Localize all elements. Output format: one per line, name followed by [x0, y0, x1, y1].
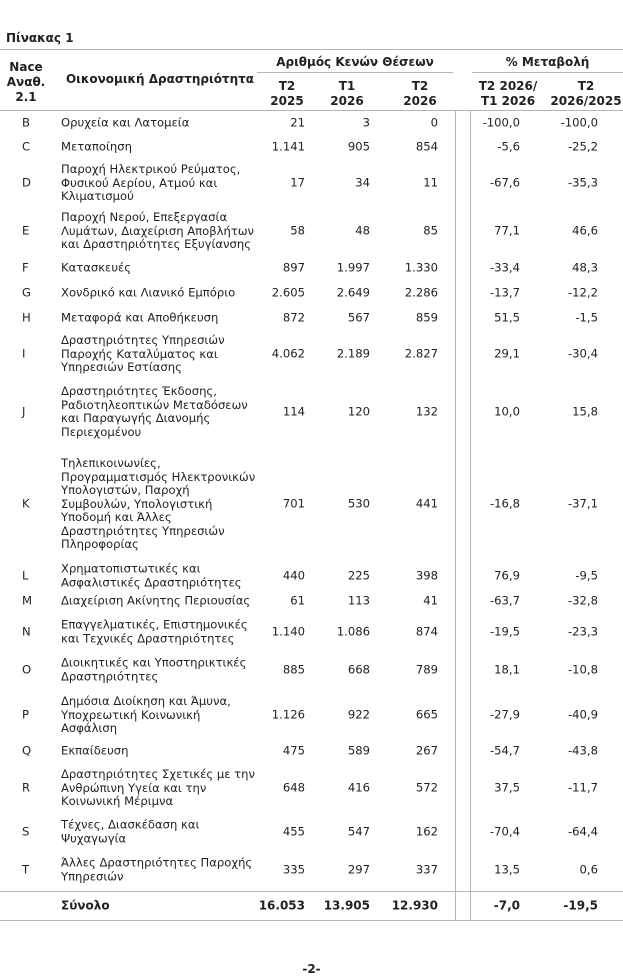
value-t2-2026: 859: [415, 310, 438, 325]
value-t2-2026: 85: [423, 223, 438, 238]
activity-name: Διοικητικές και Υποστηρικτικές Δραστηριότητες: [61, 655, 247, 683]
total-row: [0, 894, 623, 918]
value-t2-2026: 1.330: [404, 260, 438, 275]
header-col-t2-2025: Τ2 2025: [270, 79, 304, 108]
total-label: Σύνολο: [61, 898, 110, 913]
nace-code: P: [22, 707, 29, 722]
change-quarter: -27,9: [490, 707, 520, 722]
total-bottom-line: [0, 920, 623, 921]
change-quarter: 18,1: [494, 662, 520, 677]
value-t2-2026: 2.827: [404, 346, 438, 361]
total-change-year: -19,5: [563, 898, 598, 913]
header-col-t1-2026: Τ1 2026: [330, 79, 364, 108]
value-t2-2026: 665: [415, 707, 438, 722]
nace-code: D: [22, 175, 31, 190]
value-t2-2026: 162: [415, 824, 438, 839]
activity-name: Δραστηριότητες Υπηρεσιών Παροχής Καταλύματος και Υπηρεσιών Εστίασης: [61, 332, 225, 374]
value-t2-2026: 132: [415, 404, 438, 419]
change-year: 15,8: [572, 404, 598, 419]
table-row: [0, 560, 623, 592]
value-t1-2026: 922: [347, 707, 370, 722]
value-t1-2026: 416: [347, 780, 370, 795]
table-row: [0, 455, 623, 553]
value-t2-2025: 1.140: [271, 624, 305, 639]
value-t2-2026: 41: [423, 593, 438, 608]
table-row: [0, 138, 623, 156]
change-year: 48,3: [572, 260, 598, 275]
nace-code: G: [22, 285, 31, 300]
page-number: -2-: [302, 962, 321, 976]
change-year: -30,4: [568, 346, 598, 361]
change-year: -11,7: [568, 780, 598, 795]
change-year: -43,8: [568, 743, 598, 758]
value-t2-2025: 114: [282, 404, 305, 419]
activity-name: Τηλεπικοινωνίες, Προγραμματισμός Ηλεκτρονικών Υπολογιστών, Παροχή Συμβουλών, Υπολογιστική Υποδομή και Άλλες Δραστηριότητες Υπηρεσιών Πληροφορίας: [61, 455, 256, 551]
change-quarter: -19,5: [490, 624, 520, 639]
value-t2-2025: 17: [290, 175, 305, 190]
table-row: [0, 616, 623, 648]
activity-name: Επαγγελματικές, Επιστημονικές και Τεχνικές Δραστηριότητες: [61, 617, 248, 645]
change-quarter: 13,5: [494, 862, 520, 877]
activity-name: Άλλες Δραστηριότητες Παροχής Υπηρεσιών: [61, 855, 253, 883]
header-nace: Nace Αναθ. 2.1: [6, 60, 46, 104]
change-year: -35,3: [568, 175, 598, 190]
value-t2-2025: 440: [282, 568, 305, 583]
value-t2-2025: 885: [282, 662, 305, 677]
value-t1-2026: 668: [347, 662, 370, 677]
table-row: [0, 692, 623, 738]
value-t2-2025: 1.141: [271, 139, 305, 154]
change-year: -37,1: [568, 496, 598, 511]
value-t2-2025: 2.605: [271, 285, 305, 300]
value-t2-2025: 21: [290, 115, 305, 130]
nace-code: C: [22, 139, 31, 154]
nace-code: L: [22, 568, 29, 583]
header-top-line: [0, 49, 623, 50]
change-year: -64,4: [568, 824, 598, 839]
table-row: [0, 382, 623, 442]
nace-code: M: [22, 593, 33, 608]
value-t1-2026: 905: [347, 139, 370, 154]
nace-code: F: [22, 260, 29, 275]
change-year: -10,8: [568, 662, 598, 677]
value-t2-2025: 455: [282, 824, 305, 839]
activity-name: Ορυχεία και Λατομεία: [61, 115, 190, 130]
value-t2-2025: 1.126: [271, 707, 305, 722]
change-quarter: -70,4: [490, 824, 520, 839]
nace-code: H: [22, 310, 31, 325]
value-t2-2026: 789: [415, 662, 438, 677]
table-title: Πίνακας 1: [6, 31, 74, 45]
value-t1-2026: 2.189: [336, 346, 370, 361]
change-quarter: -67,6: [490, 175, 520, 190]
value-t1-2026: 297: [347, 862, 370, 877]
table-row: [0, 208, 623, 254]
value-t1-2026: 1.086: [336, 624, 370, 639]
activity-name: Δραστηριότητες Έκδοσης, Ραδιοτηλεοπτικών Μεταδόσεων και Παραγωγής Διανομής Περιεχομένου: [61, 384, 248, 439]
change-quarter: -5,6: [497, 139, 520, 154]
value-t2-2025: 475: [282, 743, 305, 758]
table-row: [0, 309, 623, 327]
table-row: [0, 854, 623, 886]
activity-name: Διαχείριση Ακίνητης Περιουσίας: [61, 593, 251, 608]
value-t1-2026: 1.997: [336, 260, 370, 275]
table-row: [0, 161, 623, 205]
table-row: [0, 654, 623, 686]
header-group-underline-vacancies: [257, 72, 453, 73]
nace-code: O: [22, 662, 32, 677]
change-year: -9,5: [575, 568, 598, 583]
value-t2-2025: 61: [290, 593, 305, 608]
header-bottom-line: [0, 110, 623, 111]
value-t1-2026: 589: [347, 743, 370, 758]
change-year: -100,0: [560, 115, 598, 130]
change-quarter: -33,4: [490, 260, 520, 275]
change-quarter: 77,1: [494, 223, 520, 238]
change-quarter: 37,5: [494, 780, 520, 795]
value-t1-2026: 225: [347, 568, 370, 583]
total-t2-2025: 16.053: [258, 898, 305, 913]
activity-name: Χρηματοπιστωτικές και Ασφαλιστικές Δραστηριότητες: [61, 561, 242, 589]
value-t2-2026: 874: [415, 624, 438, 639]
value-t2-2026: 267: [415, 743, 438, 758]
activity-name: Μεταφορά και Αποθήκευση: [61, 310, 219, 325]
nace-code: S: [22, 824, 30, 839]
change-year: -32,8: [568, 593, 598, 608]
nace-code: Q: [22, 743, 32, 758]
activity-name: Δραστηριότητες Σχετικές με την Ανθρώπινη Υγεία και την Κοινωνική Μέριμνα: [61, 766, 255, 808]
change-quarter: 51,5: [494, 310, 520, 325]
value-t1-2026: 3: [362, 115, 370, 130]
nace-code: J: [22, 404, 26, 419]
value-t2-2026: 398: [415, 568, 438, 583]
header-col-change-year: Τ2 2026/2025: [550, 79, 622, 108]
value-t1-2026: 113: [347, 593, 370, 608]
value-t2-2026: 11: [423, 175, 438, 190]
change-year: 0,6: [579, 862, 598, 877]
total-change-quarter: -7,0: [493, 898, 520, 913]
activity-name: Παροχή Ηλεκτρικού Ρεύματος, Φυσικού Αερίου, Ατμού και Κλιματισμού: [61, 161, 241, 203]
value-t2-2026: 2.286: [404, 285, 438, 300]
activity-name: Τέχνες, Διασκέδαση και Ψυχαγωγία: [61, 817, 200, 845]
value-t1-2026: 2.649: [336, 285, 370, 300]
value-t1-2026: 567: [347, 310, 370, 325]
header-group-vacancies: Αριθμός Κενών Θέσεων: [276, 55, 434, 69]
change-year: 46,6: [572, 223, 598, 238]
header-activity: Οικονομική Δραστηριότητα: [65, 72, 255, 86]
value-t2-2026: 337: [415, 862, 438, 877]
change-quarter: -16,8: [490, 496, 520, 511]
activity-name: Δημόσια Διοίκηση και Άμυνα, Υποχρεωτική Κοινωνική Ασφάλιση: [61, 693, 231, 735]
value-t2-2025: 872: [282, 310, 305, 325]
change-year: -1,5: [575, 310, 598, 325]
value-t1-2026: 48: [355, 223, 370, 238]
nace-code: I: [22, 346, 26, 361]
table-row: [0, 592, 623, 610]
value-t1-2026: 547: [347, 824, 370, 839]
value-t2-2025: 335: [282, 862, 305, 877]
table-row: [0, 816, 623, 848]
value-t2-2026: 854: [415, 139, 438, 154]
activity-name: Μεταποίηση: [61, 139, 132, 154]
change-year: -23,3: [568, 624, 598, 639]
activity-name: Χονδρικό και Λιανικό Εμπόριο: [61, 285, 236, 300]
nace-code: E: [22, 223, 30, 238]
change-quarter: 10,0: [494, 404, 520, 419]
value-t2-2026: 441: [415, 496, 438, 511]
change-quarter: -63,7: [490, 593, 520, 608]
change-year: -40,9: [568, 707, 598, 722]
total-t1-2026: 13.905: [323, 898, 370, 913]
nace-code: T: [22, 862, 30, 877]
header-group-change: % Μεταβολή: [505, 55, 590, 69]
header-group-underline-change: [472, 72, 623, 73]
value-t1-2026: 120: [347, 404, 370, 419]
change-quarter: 29,1: [494, 346, 520, 361]
value-t1-2026: 34: [355, 175, 370, 190]
change-quarter: 76,9: [494, 568, 520, 583]
change-quarter: -54,7: [490, 743, 520, 758]
table-row: [0, 114, 623, 132]
value-t2-2025: 4.062: [271, 346, 305, 361]
value-t1-2026: 530: [347, 496, 370, 511]
table-row: [0, 765, 623, 811]
nace-code: R: [22, 780, 31, 795]
header-col-t2-2026: Τ2 2026: [403, 79, 437, 108]
nace-code: K: [22, 496, 30, 511]
table-row: [0, 742, 623, 760]
value-t2-2025: 648: [282, 780, 305, 795]
value-t2-2026: 572: [415, 780, 438, 795]
value-t2-2025: 701: [282, 496, 305, 511]
value-t2-2026: 0: [430, 115, 438, 130]
activity-name: Παροχή Νερού, Επεξεργασία Λυμάτων, Διαχείριση Αποβλήτων και Δραστηριότητες Εξυγίανσης: [61, 209, 255, 251]
header-col-change-quarter: Τ2 2026/ Τ1 2026: [478, 79, 538, 108]
total-top-line: [0, 891, 623, 892]
activity-name: Εκπαίδευση: [61, 743, 129, 758]
change-quarter: -13,7: [490, 285, 520, 300]
table-row: [0, 259, 623, 277]
value-t2-2025: 897: [282, 260, 305, 275]
change-year: -25,2: [568, 139, 598, 154]
change-quarter: -100,0: [482, 115, 520, 130]
nace-code: N: [22, 624, 31, 639]
table-row: [0, 332, 623, 376]
activity-name: Κατασκευές: [61, 260, 132, 275]
table-row: [0, 284, 623, 302]
change-year: -12,2: [568, 285, 598, 300]
value-t2-2025: 58: [290, 223, 305, 238]
nace-code: B: [22, 115, 30, 130]
total-t2-2026: 12.930: [391, 898, 438, 913]
